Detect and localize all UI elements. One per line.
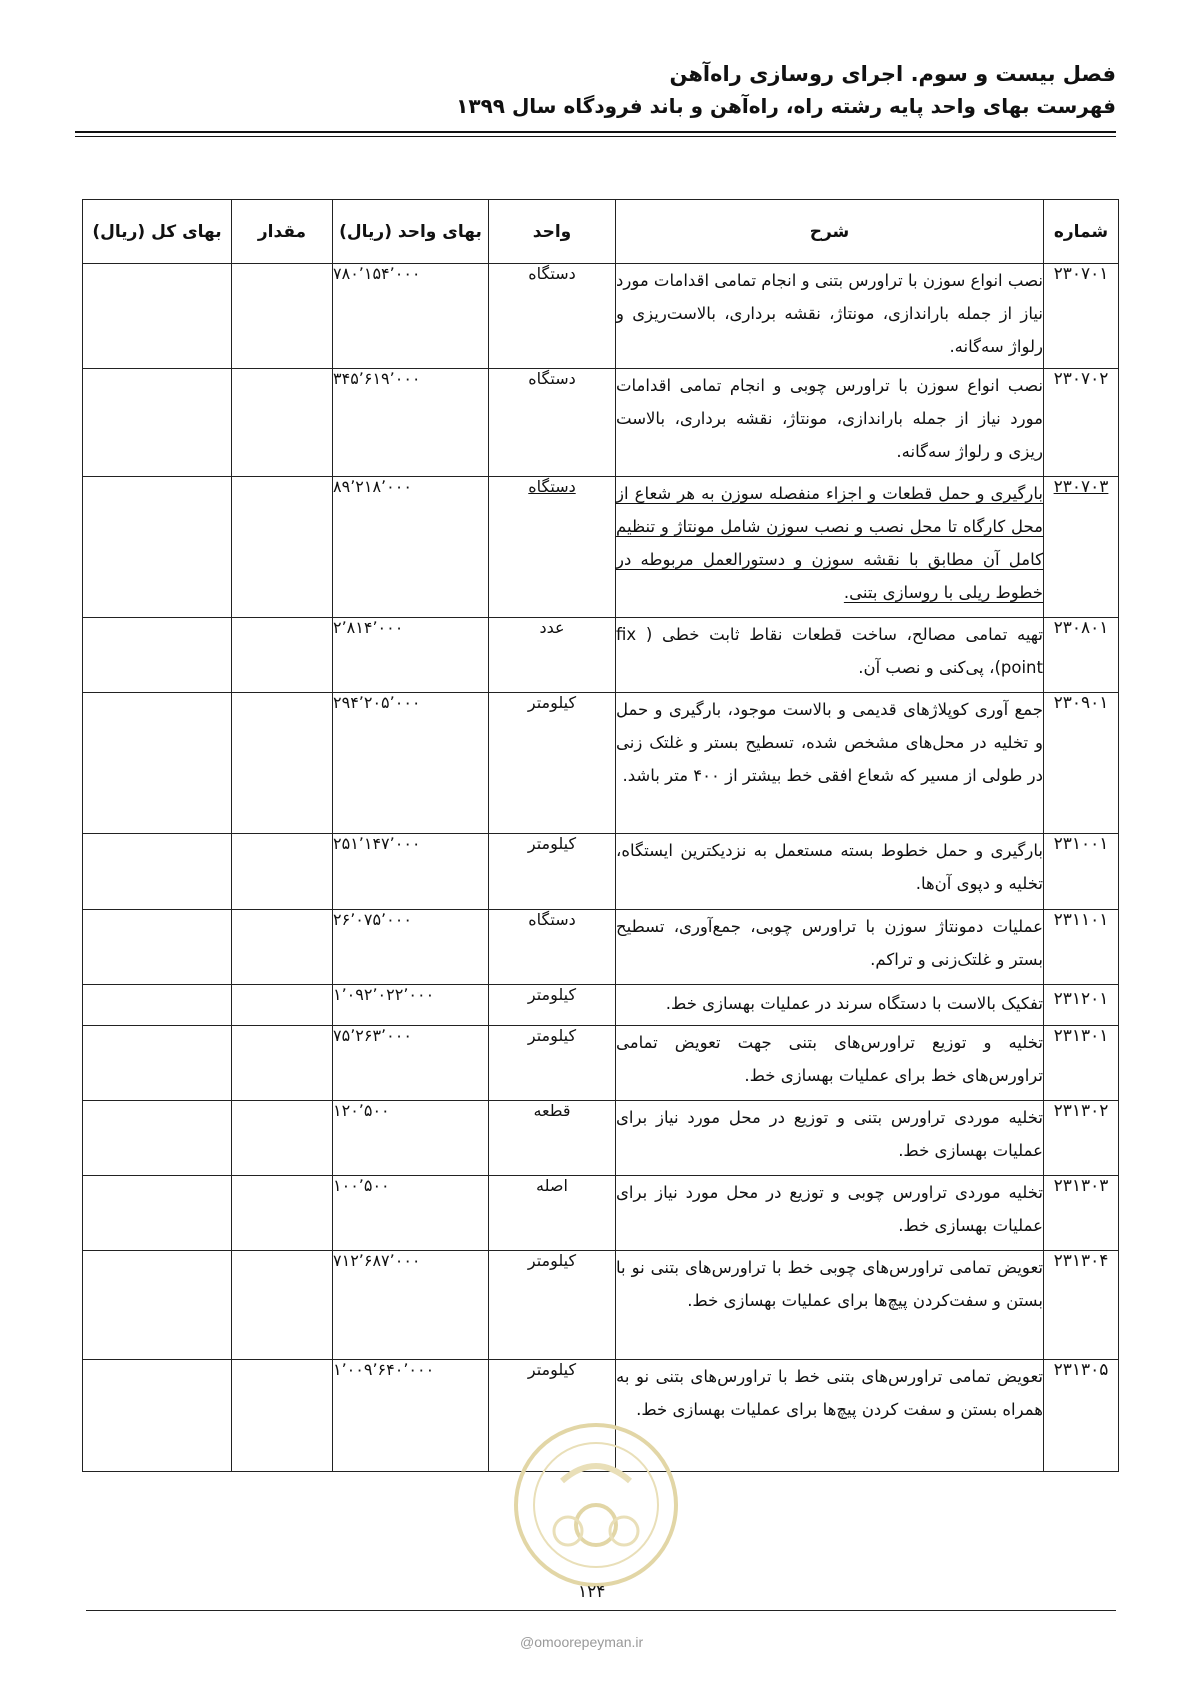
- item-description: نصب انواع سوزن با تراورس چوبی و انجام تمامی اقدامات مورد نیاز از جمله باراندازی، مونتاژ، نقشه برداری، بالاست ریزی و رلواژ سه‌گانه.: [616, 369, 1044, 477]
- price-table: [82, 199, 1119, 1472]
- item-description: تفکیک بالاست با دستگاه سرند در عملیات بهسازی خط.: [616, 985, 1044, 1026]
- item-number: ۲۳۰۷۰۳: [1044, 477, 1119, 618]
- item-unit: کیلومتر: [489, 1026, 616, 1101]
- table-header-row: [83, 200, 1119, 264]
- item-quantity: [232, 1101, 333, 1176]
- table-row: [83, 264, 1119, 369]
- item-total: [83, 910, 232, 985]
- table-row: [83, 1360, 1119, 1472]
- item-description: [616, 477, 1044, 618]
- item-description: تخلیه موردی تراورس چوبی و توزیع در محل مورد نیاز برای عملیات بهسازی خط.: [616, 1176, 1044, 1251]
- table-row: [83, 1026, 1119, 1101]
- item-number: ۲۳۱۳۰۲: [1044, 1101, 1119, 1176]
- item-quantity: [232, 1360, 333, 1472]
- item-unit: کیلومتر: [489, 693, 616, 834]
- col-header-total: بهای کل (ریال): [83, 200, 232, 264]
- item-unit: دستگاه: [489, 910, 616, 985]
- item-quantity: [232, 693, 333, 834]
- item-description: تعویض تمامی تراورس‌های چوبی خط با تراورس‌های بتنی نو با بستن و سفت‌کردن پیچ‌ها برای عملیات بهسازی خط.: [616, 1251, 1044, 1360]
- item-unit-price: ۷۵٬۲۶۳٬۰۰۰: [333, 1026, 489, 1101]
- item-quantity: [232, 369, 333, 477]
- item-number: ۲۳۱۱۰۱: [1044, 910, 1119, 985]
- item-unit: عدد: [489, 618, 616, 693]
- item-total: [83, 834, 232, 910]
- item-unit-price: ۸۹٬۲۱۸٬۰۰۰: [333, 477, 489, 618]
- item-number: ۲۳۱۲۰۱: [1044, 985, 1119, 1026]
- item-quantity: [232, 264, 333, 369]
- table-row: [83, 1176, 1119, 1251]
- item-unit-price: ۲۹۴٬۲۰۵٬۰۰۰: [333, 693, 489, 834]
- item-unit-price: ۱٬۰۰۹٬۶۴۰٬۰۰۰: [333, 1360, 489, 1472]
- item-unit: اصله: [489, 1176, 616, 1251]
- table-row: [83, 985, 1119, 1026]
- page-header: [456, 58, 1116, 122]
- item-quantity: [232, 1176, 333, 1251]
- table-row: [83, 910, 1119, 985]
- item-quantity: [232, 1026, 333, 1101]
- table-row: [83, 834, 1119, 910]
- item-unit: دستگاه: [489, 264, 616, 369]
- item-quantity: [232, 910, 333, 985]
- item-description: بارگیری و حمل خطوط بسته مستعمل به نزدیکترین ایستگاه، تخلیه و دپوی آن‌ها.: [616, 834, 1044, 910]
- item-quantity: [232, 834, 333, 910]
- item-number: ۲۳۱۳۰۳: [1044, 1176, 1119, 1251]
- item-number: ۲۳۱۳۰۴: [1044, 1251, 1119, 1360]
- item-quantity: [232, 618, 333, 693]
- item-number: ۲۳۱۳۰۵: [1044, 1360, 1119, 1472]
- item-total: [83, 693, 232, 834]
- item-description: تهیه تمامی مصالح، ساخت قطعات نقاط ثابت خطی ( fix point)، پی‌کنی و نصب آن.: [616, 618, 1044, 693]
- item-description: نصب انواع سوزن با تراورس بتنی و انجام تمامی اقدامات مورد نیاز از جمله باراندازی، مونتاژ، نقشه برداری، بالاست‌ریزی و رلواژ سه‌گانه.: [616, 264, 1044, 369]
- item-total: [83, 1176, 232, 1251]
- page-number: ۱۲۴: [578, 1582, 606, 1602]
- item-unit-price: ۳۴۵٬۶۱۹٬۰۰۰: [333, 369, 489, 477]
- item-description: تخلیه و توزیع تراورس‌های بتنی جهت تعویض تمامی تراورس‌های خط برای عملیات بهسازی خط.: [616, 1026, 1044, 1101]
- item-number: ۲۳۰۹۰۱: [1044, 693, 1119, 834]
- item-quantity: [232, 477, 333, 618]
- item-description: تخلیه موردی تراورس بتنی و توزیع در محل مورد نیاز برای عملیات بهسازی خط.: [616, 1101, 1044, 1176]
- item-number: ۲۳۰۷۰۲: [1044, 369, 1119, 477]
- item-unit: دستگاه: [489, 477, 616, 618]
- item-description: جمع آوری کوپلاژهای قدیمی و بالاست موجود، بارگیری و حمل و تخلیه در محل‌های مشخص شده، تسطیح بستر و غلتک زنی در طولی از مسیر که شعاع افقی خط بیشتر از ۴۰۰ متر باشد.: [616, 693, 1044, 834]
- item-total: [83, 369, 232, 477]
- item-quantity: [232, 985, 333, 1026]
- item-unit-price: ۱٬۰۹۲٬۰۲۲٬۰۰۰: [333, 985, 489, 1026]
- item-unit: کیلومتر: [489, 1360, 616, 1472]
- item-number: ۲۳۰۷۰۱: [1044, 264, 1119, 369]
- item-quantity: [232, 1251, 333, 1360]
- item-number: ۲۳۰۸۰۱: [1044, 618, 1119, 693]
- col-header-unit: واحد: [489, 200, 616, 264]
- col-header-desc: شرح: [616, 200, 1044, 264]
- item-total: [83, 1360, 232, 1472]
- item-unit: کیلومتر: [489, 1251, 616, 1360]
- item-total: [83, 1251, 232, 1360]
- table-row: [83, 1101, 1119, 1176]
- item-description-text: بارگیری و حمل قطعات و اجزاء منفصله سوزن به هر شعاع از محل کارگاه تا محل نصب و نصب سوزن شامل مونتاژ و تنظیم کامل آن مطابق با نقشه سوزن و دستورالعمل مربوطه در خطوط ریلی با روسازی بتنی.: [616, 484, 1043, 602]
- item-unit: کیلومتر: [489, 985, 616, 1026]
- item-number: ۲۳۱۰۰۱: [1044, 834, 1119, 910]
- chapter-subtitle: فهرست بهای واحد پایه رشته راه، راه‌آهن و باند فرودگاه سال ۱۳۹۹: [456, 94, 1116, 118]
- table-row: [83, 693, 1119, 834]
- col-header-price: بهای واحد (ریال): [333, 200, 489, 264]
- item-total: [83, 985, 232, 1026]
- item-unit-price: ۱۲۰٬۵۰۰: [333, 1101, 489, 1176]
- item-unit-price: ۲۶٬۰۷۵٬۰۰۰: [333, 910, 489, 985]
- site-watermark: @omoorepeyman.ir: [520, 1634, 644, 1650]
- item-unit: کیلومتر: [489, 834, 616, 910]
- item-total: [83, 1101, 232, 1176]
- item-total: [83, 1026, 232, 1101]
- table-row: [83, 477, 1119, 618]
- item-unit-price: ۱۰۰٬۵۰۰: [333, 1176, 489, 1251]
- col-header-qty: مقدار: [232, 200, 333, 264]
- header-rule-thick: [75, 131, 1116, 133]
- item-total: [83, 477, 232, 618]
- item-unit-price: ۲۵۱٬۱۴۷٬۰۰۰: [333, 834, 489, 910]
- item-unit: قطعه: [489, 1101, 616, 1176]
- item-total: [83, 618, 232, 693]
- item-unit-price: ۷۱۲٬۶۸۷٬۰۰۰: [333, 1251, 489, 1360]
- item-unit-price: ۲٬۸۱۴٬۰۰۰: [333, 618, 489, 693]
- chapter-title: فصل بیست و سوم. اجرای روسازی راه‌آهن: [669, 62, 1116, 86]
- footer-rule: [86, 1610, 1116, 1611]
- item-number: ۲۳۱۳۰۱: [1044, 1026, 1119, 1101]
- table-row: [83, 369, 1119, 477]
- col-header-num: شماره: [1044, 200, 1119, 264]
- item-total: [83, 264, 232, 369]
- table-row: [83, 1251, 1119, 1360]
- table-row: [83, 618, 1119, 693]
- item-unit: دستگاه: [489, 369, 616, 477]
- item-description: عملیات دمونتاژ سوزن با تراورس چوبی، جمع‌آوری، تسطیح بستر و غلتک‌زنی و تراکم.: [616, 910, 1044, 985]
- header-rule-thin: [75, 136, 1116, 137]
- item-unit-price: ۷۸۰٬۱۵۴٬۰۰۰: [333, 264, 489, 369]
- item-description: تعویض تمامی تراورس‌های بتنی خط با تراورس‌های بتنی نو به همراه بستن و سفت کردن پیچ‌ها برای عملیات بهسازی خط.: [616, 1360, 1044, 1472]
